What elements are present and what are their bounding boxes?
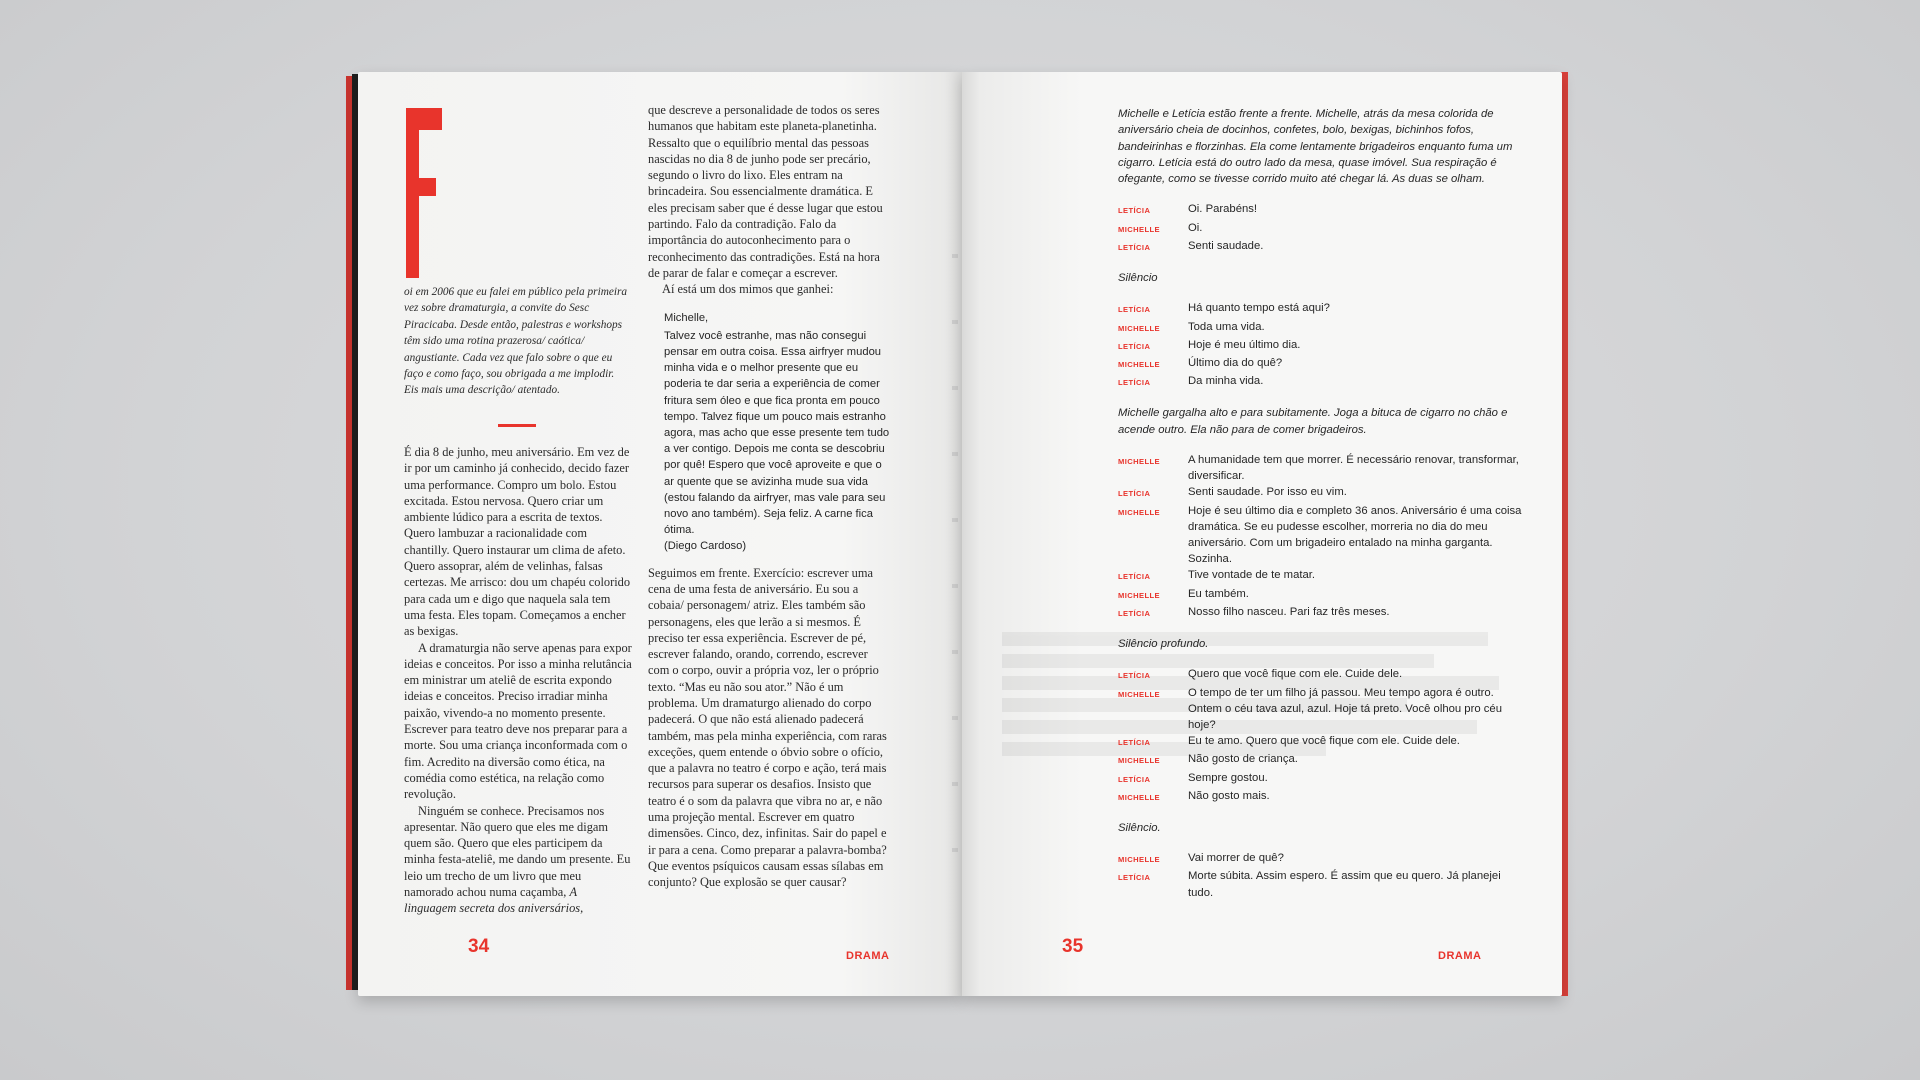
dialogue-line xyxy=(1118,319,1528,337)
dialogue-block xyxy=(1118,452,1528,622)
dialogue-block xyxy=(1118,300,1528,391)
speech: Hoje é seu último dia e completo 36 anos. Aniversário é uma coisa dramática. Se eu pudesse escolher, morreria no dia do meu aniversário. Com um brigadeiro entalado na minha garganta. Sozinha. xyxy=(1188,504,1522,566)
dialogue-line xyxy=(1118,503,1528,568)
speaker: MICHELLE xyxy=(1118,360,1161,369)
left-page xyxy=(358,72,962,996)
speech: Sempre gostou. xyxy=(1188,771,1268,784)
gutter-binding xyxy=(952,192,958,892)
speaker: LETÍCIA xyxy=(1118,378,1151,388)
dialogue-line xyxy=(1118,355,1528,373)
dialogue-line xyxy=(1118,733,1528,751)
right-page xyxy=(962,72,1562,996)
dialogue-line xyxy=(1118,788,1528,806)
book-title: A linguagem secreta dos aniversários, xyxy=(404,885,584,916)
stage-direction: Silêncio xyxy=(1118,272,1158,285)
speech: Senti saudade. xyxy=(1188,239,1264,252)
speaker: MICHELLE xyxy=(1118,792,1161,802)
speech: Da minha vida. xyxy=(1188,375,1264,388)
column-a xyxy=(404,444,632,917)
dialogue-line xyxy=(1118,484,1528,502)
speaker: LETÍCIA xyxy=(1118,671,1151,681)
letter-greeting: Michelle, xyxy=(664,311,709,324)
quoted-letter xyxy=(664,310,890,555)
speech: Oi. Parabéns! xyxy=(1188,203,1258,216)
letter-signature: (Diego Cardoso) xyxy=(664,540,747,553)
speech: Não gosto de criança. xyxy=(1188,753,1298,766)
stage-direction: Silêncio profundo. xyxy=(1118,638,1209,651)
dropcap-letter xyxy=(406,108,442,278)
speaker: MICHELLE xyxy=(1118,507,1161,517)
paragraph: que descreve a personalidade de todos os seres humanos que habitam este planeta-planetinha. Ressalto que o equilíbrio mental das pessoas nascidas no dia 8 de junho pode ser precário, segundo o livro do lixo. Eles entram na brincadeira. Sou essencialmente dramática. E eles precisam saber que é desse lugar que estou partindo. Falo da contradição. Falo da importância do autoconhecimento para o reconhecimento das contradições. Está na hora de parar de falar e começar a escrever. xyxy=(648,103,883,280)
speaker: MICHELLE xyxy=(1118,224,1161,234)
stage-direction: Silêncio. xyxy=(1118,821,1161,834)
paragraph: Aí está um dos mimos que ganhei: xyxy=(662,282,834,297)
script-excerpt xyxy=(1118,106,1528,915)
paragraph: Seguimos em frente. Exercício: escrever uma cena de uma festa de aniversário. Eu sou a cobaia/ personagem/ atriz. Eles também são personagens, eles que lerão a si mesmos. É preciso ter essa experiência. Escrever de pé, escrever falando, orando, correndo, escrever com o corpo, ouvir a própria voz, ler o próprio texto. “Mas eu não sou ator.” Não é um problema. Um dramaturgo alienado do corpo padecerá. O que não está alienado padecerá também, mas pela minha experiência, com raras exceções, quem entende o óbvio sobre o ofício, que a palavra no teatro é corpo e ação, terá mais recursos para superar os desafios. Insisto que teatro é o som da palavra que vibra no ar, e não uma projeção mental. Escrever em quatro dimensões. Cinco, dez, infinitas. Sair do papel e ir para a cena. Como preparar a palavra-bomba? Que eventos psíquicos causam essas sílabas em conjunto? Que explosão se quer causar? xyxy=(648,565,887,890)
speech: O tempo de ter um filho já passou. Meu tempo agora é outro. Ontem o céu tava azul, azul. Hoje tá preto. Você olhou pro céu hoje? xyxy=(1188,686,1502,731)
speech: Vai morrer de quê? xyxy=(1188,852,1284,865)
page-number-left: 34 xyxy=(468,936,490,957)
speaker: LETÍCIA xyxy=(1118,305,1151,315)
speech: Último dia do quê? xyxy=(1188,357,1283,369)
letter-body: Talvez você estranhe, mas não consegui pensar em outra coisa. Essa airfryer mudou minha vida e o melhor presente que eu poderia te dar seria a experiência de comer fritura sem óleo e que fica pronta em pouco tempo. Talvez fique um pouco mais estranho agora, mas acho que esse presente tem tudo a ver contigo. Depois me conta se descobriu por quê! Espero que você aproveite e que o ar quente que se avizinha mude sua vida (estou falando da airfryer, mas vale para seu novo ano também). Seja feliz. A carne fica ótima. xyxy=(664,329,890,537)
dialogue-line xyxy=(1118,685,1528,734)
dialogue-line xyxy=(1118,770,1528,788)
intro-italic: oi em 2006 que eu falei em público pela primeira vez sobre dramaturgia, a convite do Sesc Piracicaba. Desde então, palestras e workshops têm sido uma rotina prazerosa/ caótica/ angustiante. Cada vez que falo sobre o que eu faço e como faço, sou obrigada a me implodir. Eis mais uma descrição/ atentado. xyxy=(404,286,628,397)
paragraph: É dia 8 de junho, meu aniversário. Em vez de ir por um caminho já conhecido, decido fazer uma performance. Compro um bolo. Estou excitada. Estou nervosa. Quero criar um ambiente lúdico para a escrita de textos. Quero lambuzar a racionalidade com chantilly. Quero instaurar um clima de afeto. Quero assoprar, além de velinhas, falsas certezas. Me arrisco: dou um chapéu colorido para cada um e digo que naquela sala tem uma festa. Eles topam. Começamos a encher as bexigas. xyxy=(404,445,631,639)
speaker: LETÍCIA xyxy=(1118,572,1151,582)
speaker: MICHELLE xyxy=(1118,457,1161,466)
open-booklet xyxy=(350,72,1564,1000)
column-b xyxy=(648,102,890,891)
speech: Senti saudade. Por isso eu vim. xyxy=(1188,486,1347,499)
section-label-left: DRAMA xyxy=(846,950,890,962)
stage-direction: Michelle e Letícia estão frente a frente. Michelle, atrás da mesa colorida de aniversário cheia de docinhos, confetes, bolo, bexigas, bichinhos fofos, bandeirinhas e florzinhas. Ela come lentamente brigadeiros enquanto fuma um cigarro. Letícia está do outro lado da mesa, quase imóvel. Sua respiração é ofegante, como se tivesse corrido muito até chegar lá. As duas se olham. xyxy=(1118,108,1513,186)
speaker: LETÍCIA xyxy=(1118,873,1151,883)
dialogue-line xyxy=(1118,751,1528,769)
dialogue-line xyxy=(1118,337,1528,355)
page-number-right: 35 xyxy=(1062,936,1084,957)
dialogue-block xyxy=(1118,850,1528,901)
speaker: MICHELLE xyxy=(1118,590,1161,600)
speech: Há quanto tempo está aqui? xyxy=(1188,302,1330,315)
dialogue-line xyxy=(1118,220,1528,238)
dialogue-line xyxy=(1118,452,1528,484)
speech: Eu também. xyxy=(1188,587,1249,600)
speech: Oi. xyxy=(1188,221,1203,234)
dialogue-line xyxy=(1118,850,1528,868)
dialogue-line xyxy=(1118,868,1528,900)
dialogue-line xyxy=(1118,201,1528,219)
speech: A humanidade tem que morrer. É necessário renovar, transformar, diversificar. xyxy=(1188,454,1519,483)
section-label-right: DRAMA xyxy=(1438,950,1482,962)
paragraph: Ninguém se conhece. Precisamos nos apresentar. Não quero que eles me digam quem são. Quero que eles participem da minha festa-ateliê, me dando um presente. Eu leio um trecho de um livro que meu namorado achou numa caçamba, A linguagem secreta dos aniversários, xyxy=(404,803,631,916)
speech: Não gosto mais. xyxy=(1188,789,1270,802)
speech: Hoje é meu último dia. xyxy=(1188,338,1301,351)
dialogue-line xyxy=(1118,604,1528,622)
speaker: LETÍCIA xyxy=(1118,738,1151,748)
dialogue-block xyxy=(1118,666,1528,806)
speaker: LETÍCIA xyxy=(1118,206,1151,216)
section-divider xyxy=(498,424,536,427)
speaker: MICHELLE xyxy=(1118,756,1161,766)
speech: Eu te amo. Quero que você fique com ele. Cuide dele. xyxy=(1188,735,1460,748)
speech: Tive vontade de te matar. xyxy=(1188,569,1316,582)
speaker: LETÍCIA xyxy=(1118,341,1151,351)
dialogue-line xyxy=(1118,666,1528,684)
speech: Nosso filho nasceu. Pari faz três meses. xyxy=(1188,605,1390,618)
dialogue-line xyxy=(1118,567,1528,585)
speaker: MICHELLE xyxy=(1118,323,1161,333)
speech: Quero que você fique com ele. Cuide dele. xyxy=(1188,668,1403,681)
speaker: LETÍCIA xyxy=(1118,608,1151,618)
speaker: LETÍCIA xyxy=(1118,242,1151,252)
speaker: MICHELLE xyxy=(1118,855,1161,865)
dialogue-line xyxy=(1118,586,1528,604)
paragraph: A dramaturgia não serve apenas para expor ideias e conceitos. Por isso a minha relutância em ministrar um ateliê de escrita expondo ideias e conceitos. Preciso irradiar minha paixão, vivendo-a no momento presente. Escrever para teatro deve nos preparar para a morte. Sou uma criança inconformada com o fim. Acredito na diversão como ética, na comédia como estética, na relação como revolução. xyxy=(404,640,632,802)
dialogue-line xyxy=(1118,238,1528,256)
speaker: LETÍCIA xyxy=(1118,774,1151,784)
dialogue-line xyxy=(1118,300,1528,318)
dialogue-line xyxy=(1118,373,1528,391)
speaker: LETÍCIA xyxy=(1118,489,1151,499)
speech: Morte súbita. Assim espero. É assim que eu quero. Já planejei tudo. xyxy=(1188,870,1501,899)
dialogue-block xyxy=(1118,201,1528,256)
speech: Toda uma vida. xyxy=(1188,320,1265,333)
stage-direction: Michelle gargalha alto e para subitamente. Joga a bituca de cigarro no chão e acende outro. Ela não para de comer brigadeiros. xyxy=(1118,407,1508,436)
speaker: MICHELLE xyxy=(1118,689,1161,699)
